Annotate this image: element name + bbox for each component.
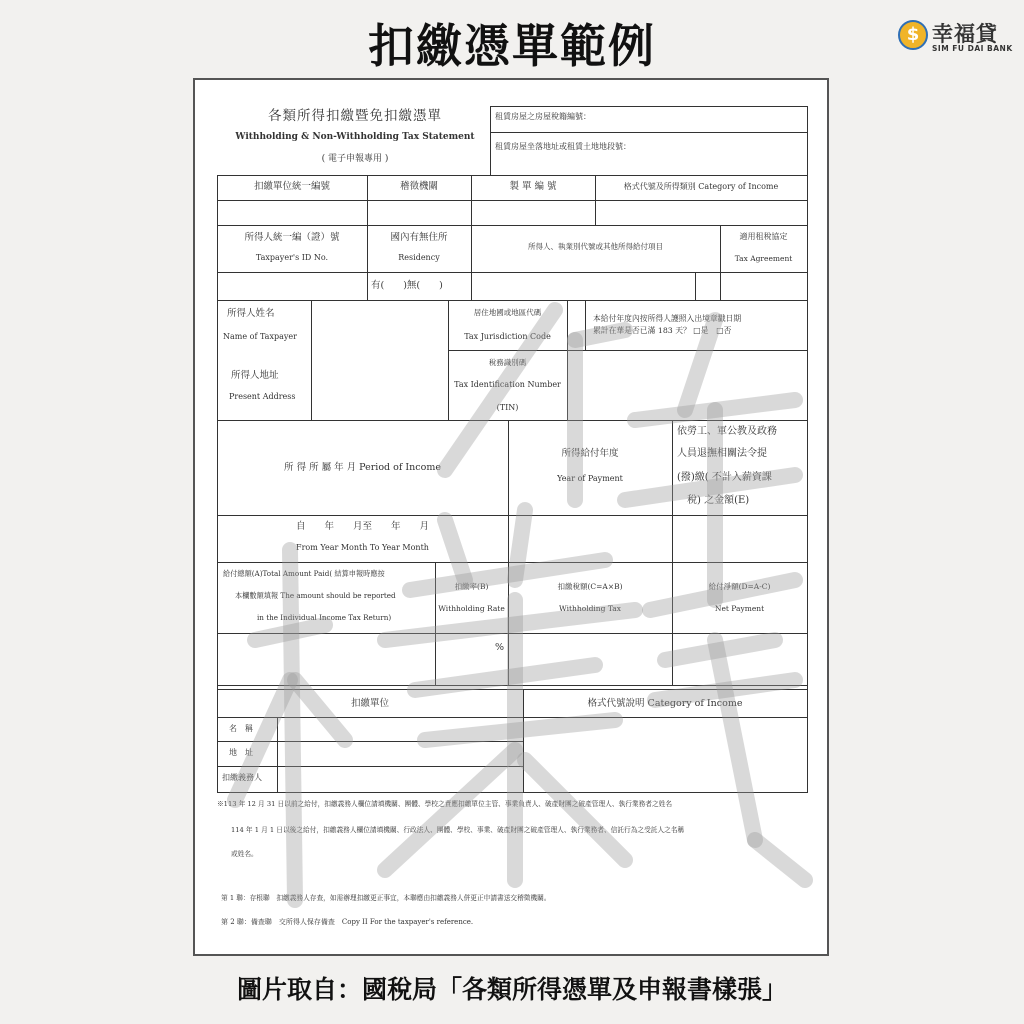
labor-pension-line-3: (撥)繳( 不計入薪資課 <box>677 472 772 483</box>
tin-abbr: (TIN) <box>496 403 519 412</box>
jurisdiction-en: Tax Jurisdiction Code <box>464 332 551 341</box>
taxpayer-name-zh: 所得人姓名 <box>227 308 275 319</box>
labor-pension-line-2: 人員退撫相關法令提 <box>677 448 767 459</box>
percent-sign: % <box>495 642 505 653</box>
copy-1-note: 第 1 聯：存根聯 扣繳義務人存查，如需辦理扣繳更正事宜，本聯應由扣繳義務人併更正申請書送交稽徵機關。 <box>221 894 551 902</box>
note-line-2: 114 年 1 月 1 日以後之給付，扣繳義務人欄位請填機關、行政法人、團體、學校、事業、破產財團之破產管理人、執行業務者、信託行為之受託人之名稱 <box>231 826 685 834</box>
residency-zh: 國內有無住所 <box>390 232 448 243</box>
stay-days-question-1: 本給付年度內按所得人護照入出境章戳日期 <box>593 314 742 323</box>
category-code-label: 格式代號及所得類別 Category of Income <box>623 182 779 191</box>
note-line-3: 或姓名。 <box>231 850 258 858</box>
logo-subtitle: SIM FU DAI BANK <box>932 44 1013 53</box>
withholding-agent-label: 扣繳義務人 <box>222 773 262 782</box>
withholder-section-label: 扣繳單位 <box>350 698 389 709</box>
year-of-payment-zh: 所得給付年度 <box>561 448 619 459</box>
category-description-label: 格式代號說明 Category of Income <box>587 698 743 709</box>
net-payment-zh: 給付淨額(D=A-C) <box>708 582 771 591</box>
copy-2-note: 第 2 聯：備查聯 交所得人保存備查 Copy II For the taxpayer's reference. <box>221 918 474 926</box>
withholding-rate-en: Withholding Rate <box>438 604 505 613</box>
tax-agreement-en: Tax Agreement <box>734 254 793 263</box>
tin-en: Tax Identification Number <box>454 380 561 389</box>
taxpayer-id-en: Taxpayer's ID No. <box>255 253 329 262</box>
withholder-id-label: 扣繳單位統一編號 <box>253 181 330 192</box>
dollar-coin-icon: $ <box>898 20 928 50</box>
total-amount-line-3: in the Individual Income Tax Return) <box>257 613 392 622</box>
taxpayer-id-zh: 所得人統一編（證）號 <box>244 232 340 243</box>
note-line-1: ※113 年 12 月 31 日以前之給付，扣繳義務人欄位請填機關、團體、學校之責應扣繳單位主管、事業負責人、破產財團之破產管理人、執行業務者之姓名 <box>217 800 673 808</box>
stay-days-question-2: 累計在華是否已滿 183 天？ □是 □否 <box>593 326 732 335</box>
tax-agreement-zh: 適用租稅協定 <box>739 232 788 241</box>
residency-options: 有( )無( ) <box>371 280 443 291</box>
withholding-tax-en: Withholding Tax <box>559 604 621 613</box>
logo <box>898 18 1018 58</box>
image-source-caption: 圖片取自：國稅局「各類所得憑單及申報書樣張」 <box>236 975 787 1004</box>
tax-statement-form <box>193 78 829 956</box>
form-title-en: Withholding & Non-Withholding Tax Statement <box>235 132 475 142</box>
labor-pension-line-4: 稅) 之金額(E) <box>687 495 750 506</box>
total-amount-line-1: 給付總額(A)Total Amount Paid( 結算申報時應按 <box>223 569 385 578</box>
net-payment-en: Net Payment <box>714 604 765 613</box>
jurisdiction-zh: 居住地國或地區代碼 <box>473 308 542 317</box>
period-from-to-en: From Year Month To Year Month <box>296 543 429 552</box>
specimen-watermark <box>195 80 829 956</box>
withholder-address-label: 地 址 <box>229 748 253 757</box>
taxpayer-name-en: Name of Taxpayer <box>223 332 297 341</box>
tax-office-label: 稽徵機關 <box>399 181 438 192</box>
page-title: 扣繳憑單範例 <box>368 19 656 73</box>
labor-pension-line-1: 依勞工、軍公教及政務 <box>677 426 777 437</box>
tin-zh: 稅務識別碼 <box>488 358 527 367</box>
period-of-income-label: 所 得 所 屬 年 月 Period of Income <box>284 462 441 473</box>
year-of-payment-en: Year of Payment <box>557 474 623 483</box>
total-amount-line-2: 本欄數額填報 The amount should be reported <box>235 591 396 600</box>
logo-name: 幸福貸 <box>932 22 998 46</box>
form-title-zh: 各類所得扣繳暨免扣繳憑單 <box>268 108 442 124</box>
withholder-name-label: 名 稱 <box>229 724 253 733</box>
withholding-rate-zh: 扣繳率(B) <box>454 582 489 591</box>
rental-address-label: 租賃房屋坐落地址或租賃土地地段號： <box>495 142 631 151</box>
serial-no-label: 製 單 編 號 <box>509 181 557 192</box>
rental-house-no-label: 租賃房屋之房屋稅籍編號： <box>495 112 591 121</box>
period-from-to-zh: 自 年 月至 年 月 <box>295 521 429 532</box>
payment-item-label: 所得人、執業別代號或其他所得給付項目 <box>528 242 663 251</box>
withholding-tax-zh: 扣繳稅額(C=A×B) <box>557 582 623 591</box>
taxpayer-address-en: Present Address <box>229 392 296 401</box>
form-subtitle: ( 電子申報專用 ) <box>321 154 389 164</box>
residency-en: Residency <box>398 253 440 262</box>
taxpayer-address-zh: 所得人地址 <box>231 370 279 381</box>
